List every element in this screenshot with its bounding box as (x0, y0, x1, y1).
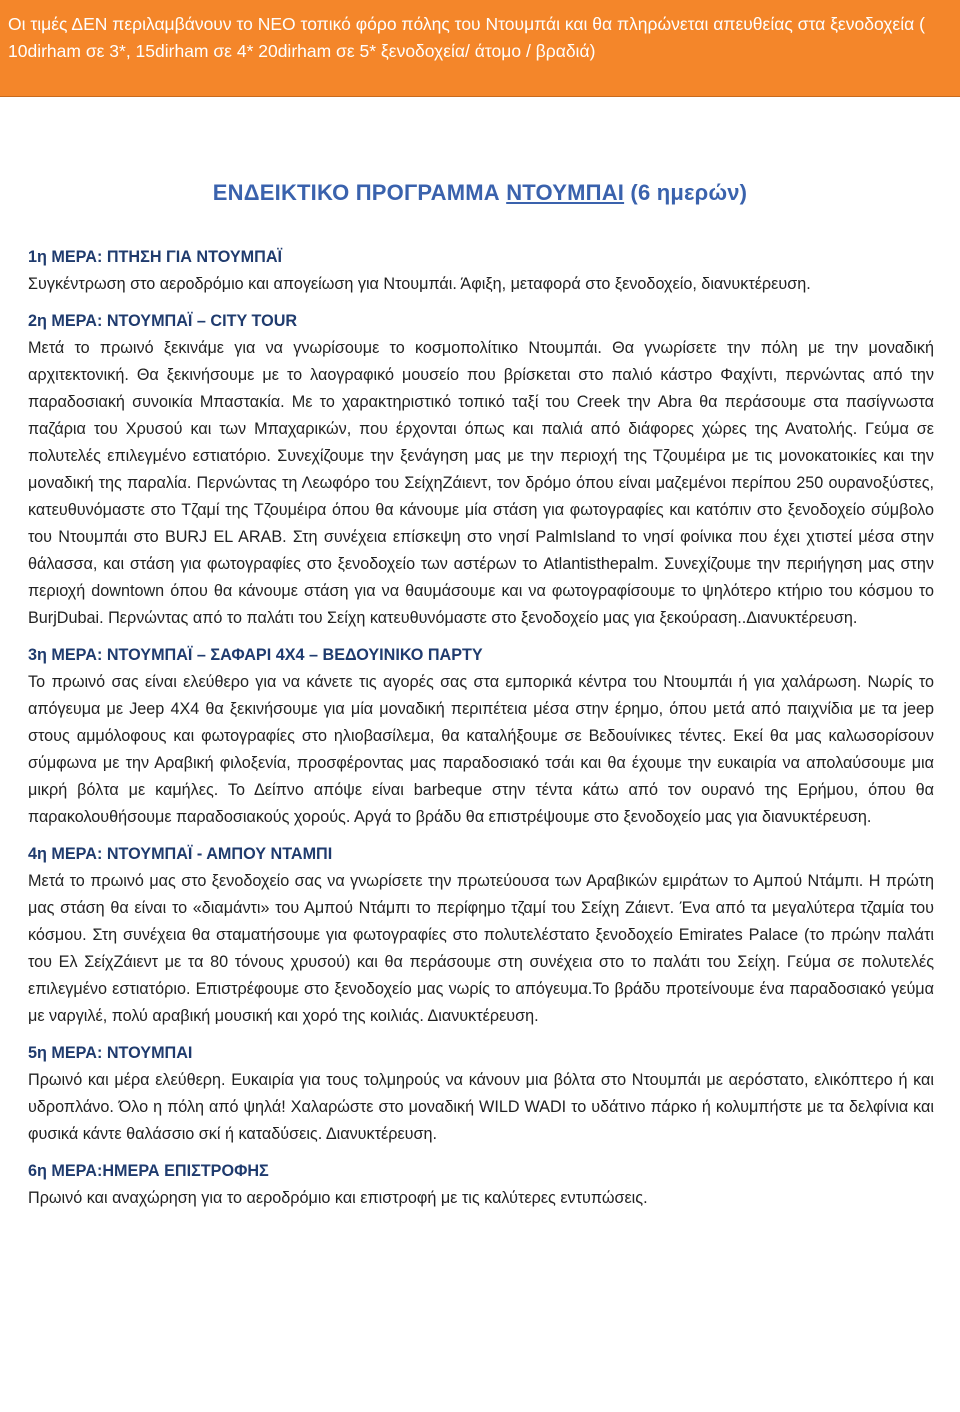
day-5-text: Πρωινό και μέρα ελεύθερη. Ευκαιρία για τους τολμηρούς να κάνουν μια βόλτα στο Ντουμπάι με αερόστατο, ελικόπτερο ή και υδροπλάνο. Όλο η πόλη από ψηλά! Χαλαρώστε στο μοναδική WILD WADI το υδάτινο πάρκο ή κολυμπήστε με τα δελφίνια και φυσικά κάντε θαλάσσιο σκί ή καταδύσεις. Διανυκτέρευση. (28, 1071, 934, 1143)
day-6-heading: 6η ΜΕΡΑ:ΗΜΕΡΑ ΕΠΙΣΤΡΟΦΗΣ (28, 1162, 269, 1180)
tax-notice-text: Οι τιμές ΔΕΝ περιλαμβάνουν το ΝΕΟ τοπικό φόρο πόλης του Ντουμπάι και θα πληρώνεται απευθείας στα ξενοδοχεία ( 10dirham σε 3*, 15dirham σε 4* 20dirham σε 5* ξενοδοχεία/ άτομο / βραδιά) (8, 14, 925, 61)
day-4 (28, 841, 934, 1030)
title-part-1: ΕΝΔΕΙΚΤΙΚΟ ΠΡΟΓΡΑΜΜΑ (212, 180, 507, 205)
day-2 (28, 308, 934, 632)
page-title (0, 180, 960, 206)
day-5-heading: 5η ΜΕΡΑ: ΝΤΟΥΜΠΑΙ (28, 1044, 193, 1062)
day-2-heading: 2η ΜΕΡΑ: ΝΤΟΥΜΠΑΪ – CITY TOUR (28, 312, 298, 330)
day-6 (28, 1158, 934, 1212)
title-part-3: (6 ημερών) (624, 180, 748, 205)
day-4-text: Μετά το πρωινό μας στο ξενοδοχείο σας να γνωρίσετε την πρωτεύουσα των Αραβικών εμιράτων το Αμπού Ντάμπι. Η πρώτη μας στάση θα είναι το «διαμάντι» του Αμπού Ντάμπι το περίφημο τζαμί του Σείχη Ζάιεντ. Ένα από τα μεγαλύτερα τζαμία του κόσμου. Στη συνέχεια θα σταματήσουμε για φωτογραφίες στο πολυτελέστατο ξενοδοχείο Emirates Palace (το πρώην παλάτι του Ελ ΣείχΖάιεντ με τα 80 τόνους χρυσού) και θα περάσουμε στη συνέχεια στο το παλάτι του Σείχη. Γεύμα σε πολυτελές επιλεγμένο εστιατόριο. Επιστρέφουμε στο ξενοδοχείο μας νωρίς το απόγευμα.Το βράδυ προτείνουμε ένα παραδοσιακό γεύμα με ναργιλέ, πολύ αραβική μουσική και χορό της κοιλιάς. Διανυκτέρευση. (28, 872, 934, 1025)
day-1 (28, 244, 934, 298)
itinerary (28, 244, 934, 1222)
tax-notice-banner (0, 0, 960, 97)
day-1-text: Συγκέντρωση στο αεροδρόμιο και απογείωση για Ντουμπάι. Άφιξη, μεταφορά στο ξενοδοχείο, διανυκτέρευση. (28, 275, 811, 293)
day-3 (28, 642, 934, 831)
day-1-heading: 1η ΜΕΡΑ: ΠΤΗΣΗ ΓΙΑ ΝΤΟΥΜΠΑΪ (28, 248, 283, 266)
day-4-heading: 4η ΜΕΡΑ: ΝΤΟΥΜΠΑΪ - ΑΜΠΟΥ ΝΤΑΜΠΙ (28, 845, 333, 863)
day-3-heading: 3η ΜΕΡΑ: ΝΤΟΥΜΠΑΪ – ΣΑΦΑΡΙ 4Χ4 – ΒΕΔΟΥΙΝΙΚΟ ΠΑΡΤΥ (28, 646, 483, 664)
day-5 (28, 1040, 934, 1148)
day-2-text: Μετά το πρωινό ξεκινάμε για να γνωρίσουμε το κοσμοπολίτικο Ντουμπάι. Θα γνωρίσετε την πόλη με την μοναδική αρχιτεκτονική. Θα ξεκινήσουμε με το λαογραφικό μουσείο που βρίσκεται στο παλιό κάστρο Φαχίντι, περνώντας από την παραδοσιακή συνοικία Μπαστακία. Με το χαρακτηριστικό τοπικό ταξί του Creek την Abra θα περάσουμε στα πασίγνωστα παζάρια του Χρυσού και των Μπαχαρικών, που έρχονται όπως και παλιά από διάφορες χώρες της Ανατολής. Γεύμα σε πολυτελές επιλεγμένο εστιατόριο. Συνεχίζουμε την ξενάγηση μας με την περιοχή της Τζουμέιρα με τις μονοκατοικίες και την μοναδική της παραλία. Περνώντας τη Λεωφόρο του ΣείχηΖάιεντ, τον δρόμο όπου είναι μαζεμένοι περίπου 250 ουρανοξύστες, κατευθυνόμαστε στο Τζαμί της Τζουμέιρα όπου θα κάνουμε μία στάση για φωτογραφίες και κατόπιν στο ξενοδοχείο σύμβολο του Ντουμπάι στο BURJ EL ARAB. Στη συνέχεια επίσκεψη στο νησί PalmIsland το νησί φοίνικα που έχει χτιστεί μέσα στην θάλασσα, και στάση για φωτογραφίες στο ξενοδοχείο των αστέρων το Atlantisthepalm. Συνεχίζουμε την περιήγηση μας στην περιοχή downtown όπου θα κάνουμε στάση για να θαυμάσουμε και να φωτογραφίσουμε το ψηλότερο κτήριο του κόσμου το BurjDubai. Περνώντας από το παλάτι του Σείχη κατευθυνόμαστε στο ξενοδοχείο μας για ξεκούραση..Διανυκτέρευση. (28, 339, 934, 627)
day-3-text: Το πρωινό σας είναι ελεύθερο για να κάνετε τις αγορές σας στα εμπορικά κέντρα του Ντουμπάι ή για χαλάρωση. Νωρίς το απόγευμα με Jeep 4X4 θα ξεκινήσουμε για μία μοναδική περιπέτεια μέσα στην έρημο, όπου μετά από παιχνίδια με τα jeep στους αμμόλοφους και φωτογραφίες στο ηλιοβασίλεμα, θα καταλήξουμε σε Βεδουίνικες τέντες. Εκεί θα μας καλωσορίσουν σύμφωνα με την Αραβική φιλοξενία, προσφέροντας μας παραδοσιακό τσάι και θα έχουμε την ευκαιρία να απολαύσουμε μια μικρή βόλτα με καμήλες. Το Δείπνο απόψε είναι barbeque στην τέντα κάτω από τον ουρανό της Ερήμου, όπου θα παρακολουθήσουμε παραδοσιακούς χορούς. Αργά το βράδυ θα επιστρέψουμε στο ξενοδοχείο μας για διανυκτέρευση. (28, 673, 934, 826)
title-part-2: ΝΤΟΥΜΠΑΙ (506, 180, 625, 205)
day-6-text: Πρωινό και αναχώρηση για το αεροδρόμιο και επιστροφή με τις καλύτερες εντυπώσεις. (28, 1189, 648, 1207)
